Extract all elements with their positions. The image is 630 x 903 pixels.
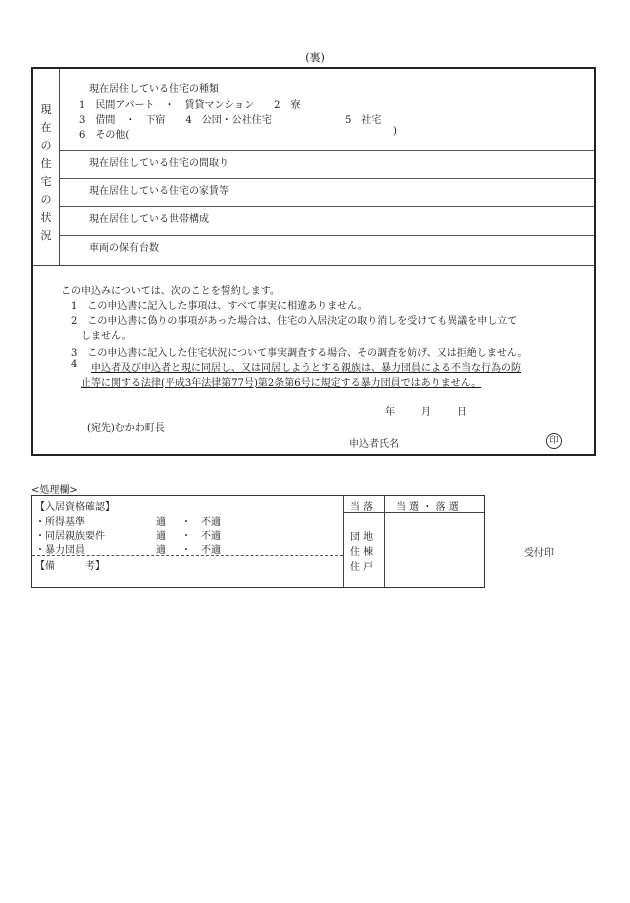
housing-type-other-close: ): [393, 126, 397, 137]
housing-type-title: 現在居住している住宅の種類: [89, 84, 219, 95]
pledge-intro: この申込みについては、次のことを誓約します。: [61, 286, 280, 297]
section-divider: [33, 265, 594, 266]
criteria-separator: ・: [181, 531, 191, 542]
criteria-label: ・同居親族要件: [35, 531, 105, 542]
criteria-ng[interactable]: 不適: [201, 545, 221, 556]
seal-icon: 印: [546, 433, 562, 449]
criteria-ng[interactable]: 不適: [201, 517, 221, 528]
criteria-ok[interactable]: 適: [156, 545, 166, 556]
receipt-stamp-label: 受付印: [524, 548, 554, 559]
side-label-char: 宅: [40, 175, 52, 188]
housing-type-option-company[interactable]: 5 社宅: [345, 115, 382, 126]
housing-type-option-other[interactable]: 6 その他(: [79, 130, 130, 141]
result-header: 当 落: [350, 502, 374, 513]
criteria-label: ・所得基準: [35, 517, 85, 528]
qualification-title: 【入居資格確認】: [35, 502, 115, 513]
row-divider: [59, 178, 594, 179]
date-year: 年: [385, 407, 395, 418]
pledge-item-4: 申込者及び申込者と現に同居し、又は同居しようとする親族は、暴力団員による不当な行為の防: [91, 363, 521, 374]
page-side-header: (裏): [305, 51, 325, 64]
processing-table: [31, 495, 485, 588]
side-label-char: の: [40, 139, 52, 152]
side-label-char: の: [40, 193, 52, 206]
date-month: 月: [421, 407, 431, 418]
housing-type-option-line2[interactable]: 3 借間 ・ 下宿 4 公団・公社住宅: [79, 115, 272, 126]
floor-plan-label: 現在居住している住宅の間取り: [89, 158, 229, 169]
processing-title: <処理欄>: [31, 485, 78, 496]
side-label-char: 住: [40, 157, 52, 170]
selection-header: 当 選 ・ 落 選: [396, 502, 459, 513]
row-divider: [59, 206, 594, 207]
side-label-char: 状: [40, 211, 52, 224]
rent-label: 現在居住している住宅の家賃等: [89, 186, 229, 197]
row-divider: [59, 150, 594, 151]
row-divider: [59, 235, 594, 236]
side-label-char: 況: [40, 229, 52, 242]
housing-status-form: [31, 67, 596, 456]
housing-type-option-line1[interactable]: 1 民間アパート ・ 賃貸マンション 2 寮: [79, 100, 301, 111]
pledge-item-2: 2 この申込書に偽りの事項があった場合は、住宅の入居決定の取り消しを受けても異議を申し立て: [71, 316, 518, 327]
side-label-char: 在: [40, 121, 52, 134]
remarks-divider: [32, 555, 343, 556]
criteria-ng[interactable]: 不適: [201, 531, 221, 542]
applicant-name-label: 申込者氏名: [349, 439, 399, 450]
column-divider: [343, 496, 344, 587]
criteria-separator: ・: [181, 545, 191, 556]
pledge-item-1: 1 この申込書に記入した事項は、すべて事実に相違ありません。: [71, 301, 368, 312]
criteria-ok[interactable]: 適: [156, 517, 166, 528]
column-divider: [384, 496, 385, 587]
result-row-complex: 団 地: [350, 532, 374, 543]
result-row-unit: 住 戸: [350, 562, 374, 573]
criteria-ok[interactable]: 適: [156, 531, 166, 542]
result-row-building: 住 棟: [350, 547, 374, 558]
side-label-char: 現: [40, 103, 52, 116]
addressee: (宛先)むかわ町長: [87, 423, 165, 434]
side-label-column: [33, 69, 60, 265]
remarks-label: 【備 考】: [35, 561, 105, 572]
pledge-item-4-cont: 止等に関する法律(平成3年法律第77号)第2条第6号に規定する暴力団員ではありません。: [81, 378, 482, 389]
criteria-separator: ・: [181, 517, 191, 528]
household-composition-label: 現在居住している世帯構成: [89, 214, 209, 225]
vehicle-count-label: 車両の保有台数: [89, 243, 159, 254]
pledge-item-4-number: 4: [71, 359, 78, 370]
pledge-item-3: 3 この申込書に記入した住宅状況について事実調査する場合、その調査を妨げ、又は拒絶しません。: [71, 348, 528, 359]
date-day: 日: [457, 407, 467, 418]
pledge-item-2-cont: しません。: [81, 331, 132, 342]
criteria-label: ・暴力団員: [35, 545, 85, 556]
